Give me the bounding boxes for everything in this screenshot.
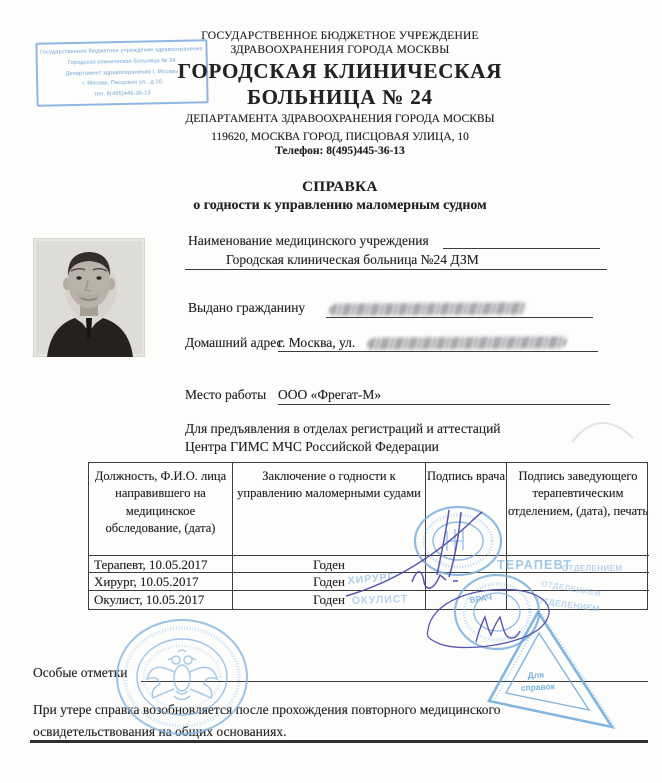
purpose-line2: Центра ГИМС МЧС Российской Федерации (185, 439, 439, 454)
table-row-cell: Годен (233, 556, 426, 574)
faint-pen-arc (572, 423, 633, 442)
table-row-cell (426, 556, 507, 574)
home-address-label: Домашний адрес (185, 335, 283, 350)
table-row-cell: Хирург, 10.05.2017 (89, 573, 233, 591)
table-header-conclusion: Заключение о годности к управлению маломерными судами (233, 463, 426, 556)
table-header-doctor-signature: Подпись врача (426, 463, 507, 556)
home-address-line (278, 351, 598, 352)
special-notes-label: Особые отметки (33, 665, 128, 680)
letterhead (20, 30, 660, 157)
hospital-title-line2: БОЛЬНИЦА № 24 (247, 85, 433, 110)
institution-value-line (185, 269, 607, 270)
doctor-stamp-text: ВРАЧ (468, 591, 493, 605)
table-row-cell (426, 573, 507, 591)
reissue-note-line1: При утере справка возобновляется после прохождения повторного медицинского (33, 702, 501, 717)
org-stamp-line: Государственное бюджетное учреждение здравоохранения (40, 46, 203, 56)
table-row-cell (507, 556, 649, 574)
document-subtitle: о годности к управлению маломерным судном (193, 198, 487, 213)
institution-label: Наименование медицинского учреждения (188, 233, 429, 248)
org-stamp-line: г. Москва, Писцовая ул., д.10 (82, 79, 163, 88)
table-row-cell (507, 591, 649, 610)
table-row-cell (507, 573, 649, 591)
document-title-block (20, 179, 660, 214)
hospital-title-line1: ГОРОДСКАЯ КЛИНИЧЕСКАЯ (177, 59, 503, 84)
oculist-stamp-text: ОКУЛИСТ (351, 593, 409, 607)
table-row-cell (426, 591, 507, 610)
reissue-note-line2: освидетельствования на общих основаниях. (33, 723, 287, 739)
triangle-stamp-line2: справок (520, 681, 556, 693)
org-name-line1: ГОСУДАРСТВЕННОЕ БЮДЖЕТНОЕ УЧРЕЖДЕНИЕ (201, 30, 479, 42)
org-name-line2: ЗДРАВООХРАНЕНИЯ ГОРОДА МОСКВЫ (230, 43, 450, 56)
special-notes-line (141, 681, 648, 682)
triangle-stamp-line1: Для (527, 669, 545, 681)
workplace-value: ООО «Фрегат-М» (278, 387, 382, 402)
org-stamp-line: Городская клиническая больница № 24 (67, 57, 176, 67)
portrait-photo-image (33, 238, 145, 357)
hospital-phone: Телефон: 8(495)445-36-13 (275, 144, 405, 157)
org-stamp-line: Департамент здравоохранения г. Москвы (65, 68, 179, 77)
home-address-value: г. Москва, ул. (278, 335, 356, 350)
table-row-cell: Терапевт, 10.05.2017 (89, 556, 233, 574)
purpose-line1: Для предъявления в отделах регистраций и аттестаций (185, 421, 501, 436)
therapist-stamp-text: ТЕРАПЕВТ (497, 558, 573, 572)
issued-to-line (326, 317, 593, 318)
dept-line: ДЕПАРТАМЕНТА ЗДРАВООХРАНЕНИЯ ГОРОДА МОСКВЫ (185, 113, 495, 126)
portrait-photo (33, 238, 145, 357)
reissue-note (33, 699, 633, 742)
table-row-cell: Годен (233, 573, 426, 591)
institution-blank-line (443, 248, 600, 249)
footer-rule (30, 740, 648, 743)
workplace-label: Место работы (185, 387, 267, 402)
hospital-address: 119620, МОСКВА ГОРОД, ПИСЦОВАЯ УЛИЦА, 10 (211, 130, 469, 143)
redacted-street-address (366, 336, 567, 349)
surgeon-stamp-text: ХИРУРГ (347, 570, 395, 587)
document-title: СПРАВКА (302, 179, 378, 195)
institution-value: Городская клиническая больница №24 ДЗМ (226, 252, 479, 267)
table-header-position: Должность, Ф.И.О. лица направившего на медицинское обследование, (дата) (89, 463, 233, 556)
redacted-citizen-name (328, 302, 527, 315)
department-stamp-text: ОТДЕЛЕНИЕМ (562, 564, 623, 573)
table-row-cell: Годен (233, 591, 426, 610)
table-row-cell: Окулист, 10.05.2017 (89, 591, 233, 610)
double-headed-eagle-icon (147, 650, 217, 700)
department-stamp-text: ОТДЕЛЕНИЕМ (540, 579, 602, 599)
examination-table (88, 462, 648, 610)
table-header-head-signature: Подпись заведующего терапевтическим отделением, (дата), печать (507, 463, 649, 556)
workplace-line (278, 404, 610, 405)
org-stamp-line: тел. 8(495)445-36-13 (94, 90, 151, 98)
issued-to-label: Выдано гражданину (188, 300, 306, 315)
department-stamp-text: ОТДЕЛЕНИЕМ (535, 595, 601, 614)
